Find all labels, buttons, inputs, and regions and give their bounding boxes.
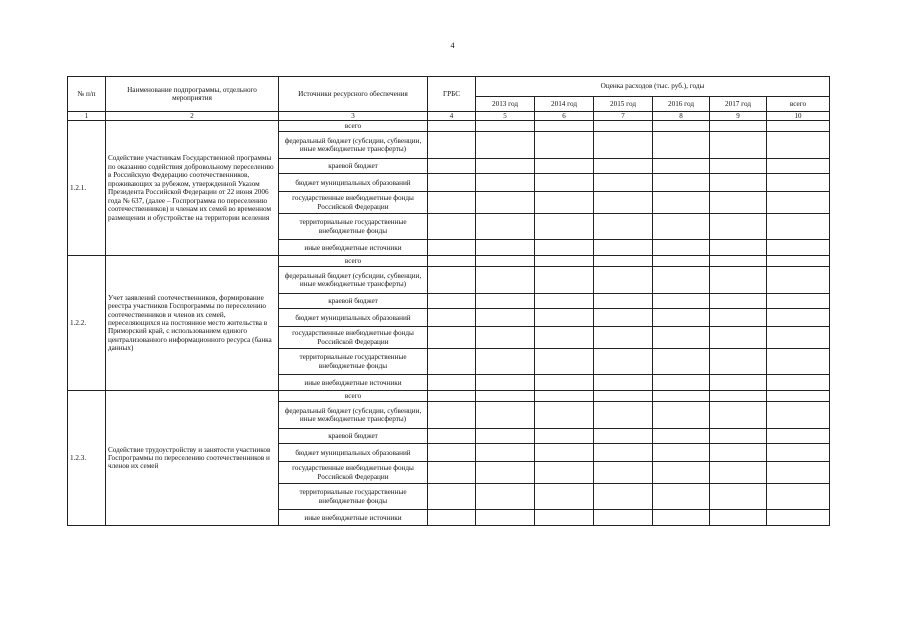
expense-cell [767,484,830,510]
expense-cell [767,240,830,256]
expense-cell [767,429,830,444]
funding-source: всего [279,391,428,402]
expense-cell [594,294,653,309]
expense-cell [476,159,535,174]
grbs-cell [428,402,476,429]
expense-cell [767,510,830,526]
funding-source: бюджет муниципальных образований [279,444,428,462]
grbs-cell [428,391,476,402]
header-total: всего [767,97,830,112]
grbs-cell [428,484,476,510]
expense-cell [710,327,767,349]
expense-cell [710,484,767,510]
expense-cell [535,240,594,256]
header-sources: Источники ресурсного обеспечения [279,77,428,112]
expense-cell [653,192,710,214]
item-name: Содействие трудоустройству и занятости участников Госпрограммы по переселению соотечественников и членов их семей [106,391,279,526]
expense-cell [535,349,594,375]
expense-cell [710,267,767,294]
expense-cell [535,429,594,444]
expense-cell [653,267,710,294]
grbs-cell [428,267,476,294]
col-number: 1 [68,112,106,121]
expense-cell [535,402,594,429]
expense-cell [653,375,710,391]
grbs-cell [428,132,476,159]
expense-cell [653,327,710,349]
funding-source: иные внебюджетные источники [279,510,428,526]
expense-cell [710,309,767,327]
expense-cell [476,174,535,192]
expense-cell [535,159,594,174]
expense-cell [653,444,710,462]
expense-cell [535,256,594,267]
expense-cell [653,429,710,444]
col-number: 3 [279,112,428,121]
expense-cell [710,402,767,429]
expense-cell [476,121,535,132]
header-num: № п/п [68,77,106,112]
funding-source: всего [279,256,428,267]
item-number: 1.2.3. [68,391,106,526]
funding-source: территориальные государственные внебюджетные фонды [279,484,428,510]
expense-cell [476,391,535,402]
expense-cell [710,256,767,267]
expense-cell [710,132,767,159]
expense-cell [710,159,767,174]
page-number: 4 [450,41,455,50]
header-name: Наименование подпрограммы, отдельного мероприятия [106,77,279,112]
funding-source: краевой бюджет [279,159,428,174]
grbs-cell [428,327,476,349]
col-number: 9 [710,112,767,121]
funding-source: бюджет муниципальных образований [279,174,428,192]
expense-cell [710,391,767,402]
header-grbs: ГРБС [428,77,476,112]
expense-cell [594,484,653,510]
expense-cell [594,214,653,240]
expense-cell [653,214,710,240]
expense-cell [535,174,594,192]
expense-cell [767,349,830,375]
expense-cell [594,121,653,132]
header-year: 2016 год [653,97,710,112]
expense-cell [653,159,710,174]
expense-cell [767,294,830,309]
expense-cell [594,309,653,327]
expense-cell [653,510,710,526]
expense-cell [767,375,830,391]
expense-cell [535,267,594,294]
expense-cell [594,174,653,192]
funding-source: бюджет муниципальных образований [279,309,428,327]
header-year: 2014 год [535,97,594,112]
grbs-cell [428,214,476,240]
expense-cell [594,349,653,375]
expense-cell [535,391,594,402]
expense-cell [476,429,535,444]
expense-cell [476,267,535,294]
expense-cell [710,192,767,214]
item-name: Содействие участникам Государственной программы по оказанию содействия добровольному переселению в Российскую Федерацию соотечественников, проживающих за рубежом, утвержденной Указом Президента Российской Федерации от 22 июня 2006 года № 637, (далее – Госпрограмма по переселению соотечественников) и членам их семей во временном размещении и обустройстве на территории вселения [106,121,279,256]
expense-cell [535,132,594,159]
expense-cell [476,309,535,327]
grbs-cell [428,174,476,192]
funding-source: территориальные государственные внебюджетные фонды [279,349,428,375]
expense-cell [653,349,710,375]
header-year: 2013 год [476,97,535,112]
expense-cell [476,132,535,159]
grbs-cell [428,240,476,256]
col-number: 4 [428,112,476,121]
funding-source: государственные внебюджетные фонды Российской Федерации [279,192,428,214]
header-estimate: Оценка расходов (тыс. руб.), годы [476,77,830,97]
grbs-cell [428,375,476,391]
expense-cell [767,192,830,214]
expense-cell [653,402,710,429]
expense-cell [535,214,594,240]
expense-cell [710,294,767,309]
expense-cell [653,462,710,484]
grbs-cell [428,294,476,309]
expense-cell [710,429,767,444]
expense-cell [476,462,535,484]
expense-cell [476,349,535,375]
expense-cell [767,256,830,267]
expense-cell [476,327,535,349]
grbs-cell [428,349,476,375]
funding-source: иные внебюджетные источники [279,375,428,391]
expense-cell [767,121,830,132]
expense-cell [594,240,653,256]
expense-cell [535,294,594,309]
expense-cell [653,391,710,402]
col-number: 8 [653,112,710,121]
expense-cell [767,444,830,462]
expense-cell [535,192,594,214]
expenses-table [67,76,830,526]
expense-cell [476,214,535,240]
col-number: 5 [476,112,535,121]
funding-source: краевой бюджет [279,429,428,444]
funding-source: федеральный бюджет (субсидии, субвенции, иные межбюджетные трансферты) [279,267,428,294]
expense-cell [476,192,535,214]
table-row [68,121,830,132]
funding-source: государственные внебюджетные фонды Российской Федерации [279,462,428,484]
expense-cell [535,510,594,526]
expense-cell [476,484,535,510]
header-year: 2017 год [710,97,767,112]
expense-cell [653,174,710,192]
expense-cell [710,121,767,132]
expense-cell [535,462,594,484]
expense-cell [767,267,830,294]
expense-cell [710,349,767,375]
expense-cell [535,327,594,349]
expense-cell [594,159,653,174]
expense-cell [476,256,535,267]
funding-source: федеральный бюджет (субсидии, субвенции, иные межбюджетные трансферты) [279,132,428,159]
grbs-cell [428,121,476,132]
funding-source: федеральный бюджет (субсидии, субвенции, иные межбюджетные трансферты) [279,402,428,429]
expense-cell [476,240,535,256]
expense-cell [594,462,653,484]
expense-cell [594,256,653,267]
expense-cell [710,174,767,192]
expense-cell [767,309,830,327]
expense-cell [653,240,710,256]
expense-cell [476,294,535,309]
table-body [68,121,830,526]
expense-cell [653,294,710,309]
expense-cell [710,444,767,462]
col-number: 7 [594,112,653,121]
expense-cell [476,375,535,391]
expense-cell [653,309,710,327]
col-number: 6 [535,112,594,121]
funding-source: территориальные государственные внебюджетные фонды [279,214,428,240]
header-year: 2015 год [594,97,653,112]
expense-cell [653,121,710,132]
expense-cell [767,391,830,402]
expense-cell [594,391,653,402]
expense-cell [710,510,767,526]
expense-cell [594,132,653,159]
expense-cell [710,240,767,256]
table-row [68,256,830,267]
grbs-cell [428,159,476,174]
funding-source: всего [279,121,428,132]
funding-source: иные внебюджетные источники [279,240,428,256]
item-number: 1.2.2. [68,256,106,391]
expense-cell [767,327,830,349]
col-number: 10 [767,112,830,121]
expense-cell [476,444,535,462]
grbs-cell [428,192,476,214]
grbs-cell [428,462,476,484]
expense-cell [594,375,653,391]
grbs-cell [428,309,476,327]
expense-cell [767,214,830,240]
expense-cell [767,132,830,159]
expense-cell [653,132,710,159]
expense-cell [535,375,594,391]
grbs-cell [428,429,476,444]
grbs-cell [428,256,476,267]
col-number: 2 [106,112,279,121]
grbs-cell [428,510,476,526]
expense-cell [710,214,767,240]
expense-cell [535,121,594,132]
grbs-cell [428,444,476,462]
expense-cell [594,444,653,462]
expense-cell [710,462,767,484]
expense-cell [767,402,830,429]
expense-cell [767,174,830,192]
table-row [68,391,830,402]
expense-cell [653,484,710,510]
expense-cell [594,267,653,294]
expense-cell [476,402,535,429]
expense-cell [594,510,653,526]
expense-cell [535,484,594,510]
expense-cell [594,327,653,349]
item-number: 1.2.1. [68,121,106,256]
funding-source: краевой бюджет [279,294,428,309]
item-name: Учет заявлений соотечественников, формирование реестра участников Госпрограммы по переселению соотечественников и членов их семей, переселяющихся на постоянное место жительства в Приморский край, с использованием единого централизованного информационного ресурса (банка данных) [106,256,279,391]
expense-cell [594,402,653,429]
expense-cell [476,510,535,526]
funding-source: государственные внебюджетные фонды Российской Федерации [279,327,428,349]
expense-cell [594,429,653,444]
expense-cell [710,375,767,391]
expense-cell [535,444,594,462]
expense-cell [535,309,594,327]
expense-cell [594,192,653,214]
expense-cell [767,462,830,484]
expense-cell [653,256,710,267]
expense-cell [767,159,830,174]
